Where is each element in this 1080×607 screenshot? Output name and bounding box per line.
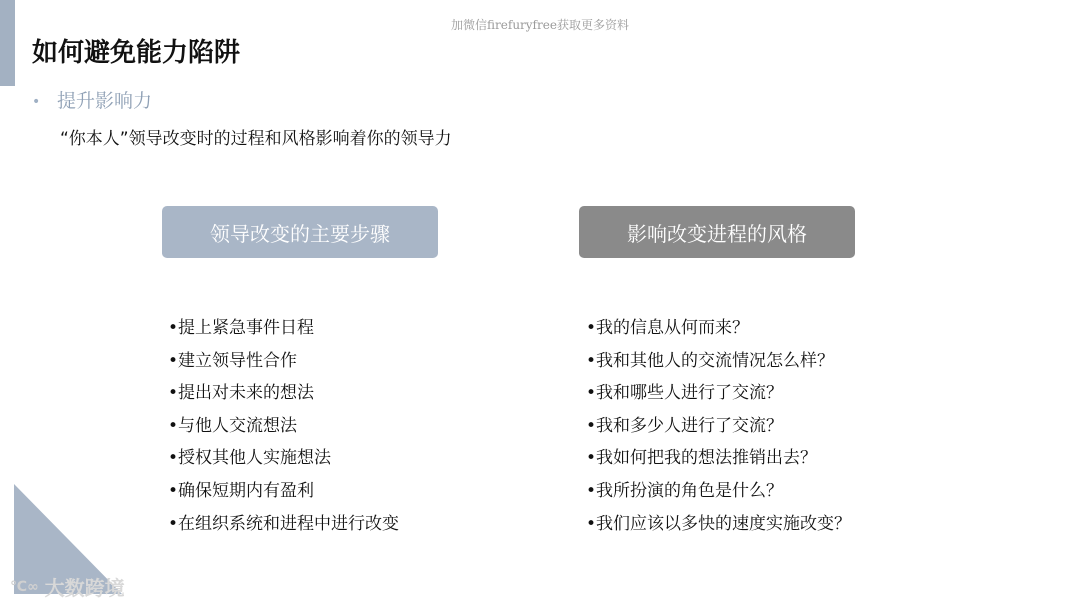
bullet-dot-icon: • — [32, 93, 41, 110]
list-item: •我们应该以多快的速度实施改变？ — [586, 513, 852, 534]
list-item: •与他人交流想法 — [168, 415, 298, 436]
left-list — [168, 312, 399, 540]
list-item: •提上紧急事件日程 — [168, 318, 315, 338]
list-item: •我如何把我的想法推销出去？ — [586, 448, 818, 469]
subtitle: “你本人”领导改变时的过程和风格影响着你的领导力 — [60, 129, 452, 149]
left-header-label: 领导改变的主要步骤 — [210, 221, 390, 246]
list-item: •我和多少人进行了交流？ — [586, 415, 784, 436]
list-item: •确保短期内有盈利 — [168, 480, 315, 501]
brand-logo — [10, 572, 125, 601]
list-item: •我所扮演的角色是什么？ — [586, 480, 784, 501]
right-list — [586, 312, 851, 540]
right-header-label: 影响改变进程的风格 — [627, 221, 807, 246]
left-header-box — [162, 206, 438, 258]
bullet-heading-text: 提升影响力 — [57, 90, 153, 112]
right-header-box — [579, 206, 855, 258]
bullet-heading — [32, 86, 152, 113]
list-item: •提出对未来的想法 — [168, 383, 315, 404]
logo-icon: ℃∞ — [10, 578, 39, 595]
list-item: •授权其他人实施想法 — [168, 448, 332, 469]
list-item: •我的信息从何而来？ — [586, 318, 750, 338]
list-item: •我和其他人的交流情况怎么样？ — [586, 350, 835, 371]
list-item: •建立领导性合作 — [168, 350, 298, 371]
list-item: •我和哪些人进行了交流？ — [586, 383, 784, 404]
list-item: •在组织系统和进程中进行改变 — [168, 513, 400, 534]
logo-text: 大数跨境 — [44, 576, 125, 600]
accent-bar — [0, 0, 15, 86]
page-title: 如何避免能力陷阱 — [32, 38, 241, 68]
top-watermark: 加微信firefuryfree获取更多资料 — [451, 18, 629, 32]
